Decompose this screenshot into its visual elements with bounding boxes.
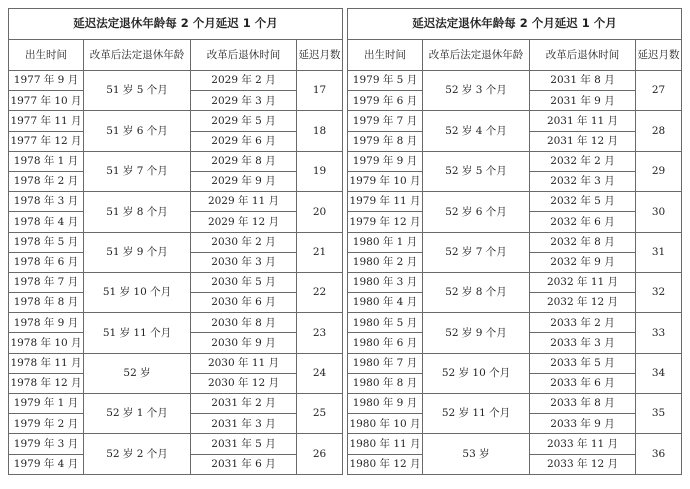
retirement-date-cell: 2032 年 2 月 [530, 151, 636, 171]
birth-date-cell: 1978 年 1 月 [9, 151, 84, 171]
retirement-date-cell: 2033 年 2 月 [530, 313, 636, 333]
retirement-date-cell: 2032 年 3 月 [530, 171, 636, 191]
birth-date-cell: 1980 年 12 月 [348, 454, 423, 474]
retirement-date-cell: 2030 年 12 月 [191, 373, 297, 393]
retirement-age-cell: 52 岁 10 个月 [423, 353, 530, 393]
retirement-date-cell: 2033 年 6 月 [530, 373, 636, 393]
delay-months-cell: 18 [297, 111, 343, 151]
retirement-date-cell: 2029 年 6 月 [191, 131, 297, 151]
retirement-age-cell: 51 岁 6 个月 [84, 111, 191, 151]
retirement-age-cell: 52 岁 [84, 353, 191, 393]
delay-months-cell: 27 [636, 71, 682, 111]
birth-date-cell: 1980 年 1 月 [348, 232, 423, 252]
retirement-date-cell: 2029 年 8 月 [191, 151, 297, 171]
birth-date-cell: 1979 年 3 月 [9, 434, 84, 454]
retirement-age-cell: 52 岁 6 个月 [423, 192, 530, 232]
header-retire: 改革后退休时间 [191, 40, 297, 71]
retirement-date-cell: 2031 年 5 月 [191, 434, 297, 454]
birth-date-cell: 1978 年 9 月 [9, 313, 84, 333]
table-row [9, 232, 343, 252]
birth-date-cell: 1980 年 5 月 [348, 313, 423, 333]
birth-date-cell: 1979 年 6 月 [348, 91, 423, 111]
retirement-date-cell: 2030 年 9 月 [191, 333, 297, 353]
table-row [348, 111, 682, 131]
birth-date-cell: 1979 年 12 月 [348, 212, 423, 232]
table-row [9, 272, 343, 292]
table-row [9, 151, 343, 171]
retirement-date-cell: 2029 年 9 月 [191, 171, 297, 191]
table-row [348, 272, 682, 292]
retirement-date-cell: 2031 年 11 月 [530, 111, 636, 131]
birth-date-cell: 1978 年 10 月 [9, 333, 84, 353]
retirement-date-cell: 2032 年 5 月 [530, 192, 636, 212]
retirement-age-cell: 51 岁 8 个月 [84, 192, 191, 232]
retirement-date-cell: 2031 年 3 月 [191, 414, 297, 434]
delay-months-cell: 29 [636, 151, 682, 191]
delay-months-cell: 17 [297, 71, 343, 111]
birth-date-cell: 1978 年 11 月 [9, 353, 84, 373]
birth-date-cell: 1978 年 6 月 [9, 252, 84, 272]
header-age: 改革后法定退休年龄 [84, 40, 191, 71]
retirement-date-cell: 2032 年 12 月 [530, 293, 636, 313]
delay-months-cell: 24 [297, 353, 343, 393]
birth-date-cell: 1980 年 6 月 [348, 333, 423, 353]
retirement-table-right [347, 8, 682, 475]
header-age: 改革后法定退休年龄 [423, 40, 530, 71]
retirement-age-cell: 52 岁 3 个月 [423, 71, 530, 111]
retirement-date-cell: 2029 年 3 月 [191, 91, 297, 111]
table-row [9, 434, 343, 454]
retirement-date-cell: 2033 年 8 月 [530, 394, 636, 414]
birth-date-cell: 1980 年 9 月 [348, 394, 423, 414]
birth-date-cell: 1980 年 2 月 [348, 252, 423, 272]
delay-months-cell: 35 [636, 394, 682, 434]
retirement-date-cell: 2033 年 9 月 [530, 414, 636, 434]
table-row [348, 313, 682, 333]
retirement-date-cell: 2030 年 11 月 [191, 353, 297, 373]
birth-date-cell: 1979 年 8 月 [348, 131, 423, 151]
birth-date-cell: 1979 年 7 月 [348, 111, 423, 131]
retirement-date-cell: 2031 年 8 月 [530, 71, 636, 91]
birth-date-cell: 1978 年 7 月 [9, 272, 84, 292]
retirement-age-cell: 52 岁 4 个月 [423, 111, 530, 151]
retirement-date-cell: 2031 年 12 月 [530, 131, 636, 151]
retirement-date-cell: 2032 年 9 月 [530, 252, 636, 272]
table-row [348, 151, 682, 171]
retirement-date-cell: 2029 年 5 月 [191, 111, 297, 131]
retirement-date-cell: 2033 年 5 月 [530, 353, 636, 373]
birth-date-cell: 1979 年 1 月 [9, 394, 84, 414]
birth-date-cell: 1978 年 8 月 [9, 293, 84, 313]
retirement-date-cell: 2030 年 3 月 [191, 252, 297, 272]
table-row [348, 353, 682, 373]
birth-date-cell: 1980 年 10 月 [348, 414, 423, 434]
birth-date-cell: 1979 年 11 月 [348, 192, 423, 212]
birth-date-cell: 1980 年 7 月 [348, 353, 423, 373]
retirement-date-cell: 2029 年 11 月 [191, 192, 297, 212]
table-row [9, 353, 343, 373]
table-row [348, 232, 682, 252]
retirement-date-cell: 2032 年 6 月 [530, 212, 636, 232]
retirement-date-cell: 2030 年 5 月 [191, 272, 297, 292]
retirement-age-cell: 52 岁 2 个月 [84, 434, 191, 474]
birth-date-cell: 1978 年 5 月 [9, 232, 84, 252]
table-title: 延迟法定退休年龄每 2 个月延迟 1 个月 [9, 9, 343, 40]
table-row [9, 313, 343, 333]
birth-date-cell: 1980 年 8 月 [348, 373, 423, 393]
retirement-age-cell: 51 岁 11 个月 [84, 313, 191, 353]
delay-months-cell: 22 [297, 272, 343, 312]
delay-months-cell: 25 [297, 394, 343, 434]
delay-months-cell: 36 [636, 434, 682, 474]
delay-months-cell: 31 [636, 232, 682, 272]
delay-months-cell: 23 [297, 313, 343, 353]
table-row [348, 434, 682, 454]
birth-date-cell: 1977 年 10 月 [9, 91, 84, 111]
retirement-date-cell: 2033 年 12 月 [530, 454, 636, 474]
retirement-age-cell: 51 岁 10 个月 [84, 272, 191, 312]
retirement-date-cell: 2031 年 6 月 [191, 454, 297, 474]
birth-date-cell: 1977 年 12 月 [9, 131, 84, 151]
retirement-date-cell: 2033 年 3 月 [530, 333, 636, 353]
delay-months-cell: 28 [636, 111, 682, 151]
birth-date-cell: 1977 年 9 月 [9, 71, 84, 91]
retirement-age-cell: 51 岁 9 个月 [84, 232, 191, 272]
birth-date-cell: 1980 年 3 月 [348, 272, 423, 292]
table-row [9, 192, 343, 212]
table-row [348, 71, 682, 91]
table-body-left [9, 71, 343, 475]
birth-date-cell: 1977 年 11 月 [9, 111, 84, 131]
retirement-age-cell: 53 岁 [423, 434, 530, 474]
birth-date-cell: 1978 年 12 月 [9, 373, 84, 393]
birth-date-cell: 1979 年 2 月 [9, 414, 84, 434]
birth-date-cell: 1980 年 11 月 [348, 434, 423, 454]
birth-date-cell: 1979 年 9 月 [348, 151, 423, 171]
table-row [9, 71, 343, 91]
delay-months-cell: 34 [636, 353, 682, 393]
birth-date-cell: 1978 年 3 月 [9, 192, 84, 212]
header-delay: 延迟月数 [297, 40, 343, 71]
birth-date-cell: 1980 年 4 月 [348, 293, 423, 313]
birth-date-cell: 1979 年 5 月 [348, 71, 423, 91]
delay-months-cell: 19 [297, 151, 343, 191]
delay-months-cell: 26 [297, 434, 343, 474]
retirement-date-cell: 2031 年 2 月 [191, 394, 297, 414]
header-retire: 改革后退休时间 [530, 40, 636, 71]
birth-date-cell: 1978 年 4 月 [9, 212, 84, 232]
retirement-date-cell: 2032 年 11 月 [530, 272, 636, 292]
table-row [9, 111, 343, 131]
retirement-date-cell: 2033 年 11 月 [530, 434, 636, 454]
retirement-date-cell: 2029 年 2 月 [191, 71, 297, 91]
retirement-date-cell: 2032 年 8 月 [530, 232, 636, 252]
retirement-age-cell: 51 岁 7 个月 [84, 151, 191, 191]
birth-date-cell: 1978 年 2 月 [9, 171, 84, 191]
retirement-age-cell: 51 岁 5 个月 [84, 71, 191, 111]
retirement-date-cell: 2029 年 12 月 [191, 212, 297, 232]
table-title: 延迟法定退休年龄每 2 个月延迟 1 个月 [348, 9, 682, 40]
header-birth: 出生时间 [348, 40, 423, 71]
retirement-date-cell: 2030 年 6 月 [191, 293, 297, 313]
delay-months-cell: 32 [636, 272, 682, 312]
header-birth: 出生时间 [9, 40, 84, 71]
retirement-table-left [8, 8, 343, 475]
table-body-right [348, 71, 682, 475]
table-row [348, 192, 682, 212]
retirement-age-cell: 52 岁 9 个月 [423, 313, 530, 353]
delay-months-cell: 20 [297, 192, 343, 232]
retirement-age-cell: 52 岁 7 个月 [423, 232, 530, 272]
header-delay: 延迟月数 [636, 40, 682, 71]
table-row [9, 394, 343, 414]
birth-date-cell: 1979 年 10 月 [348, 171, 423, 191]
retirement-age-cell: 52 岁 5 个月 [423, 151, 530, 191]
table-row [348, 394, 682, 414]
delay-months-cell: 21 [297, 232, 343, 272]
delay-months-cell: 33 [636, 313, 682, 353]
retirement-age-cell: 52 岁 11 个月 [423, 394, 530, 434]
birth-date-cell: 1979 年 4 月 [9, 454, 84, 474]
retirement-age-cell: 52 岁 1 个月 [84, 394, 191, 434]
retirement-date-cell: 2030 年 8 月 [191, 313, 297, 333]
retirement-age-cell: 52 岁 8 个月 [423, 272, 530, 312]
delay-months-cell: 30 [636, 192, 682, 232]
retirement-date-cell: 2030 年 2 月 [191, 232, 297, 252]
retirement-date-cell: 2031 年 9 月 [530, 91, 636, 111]
